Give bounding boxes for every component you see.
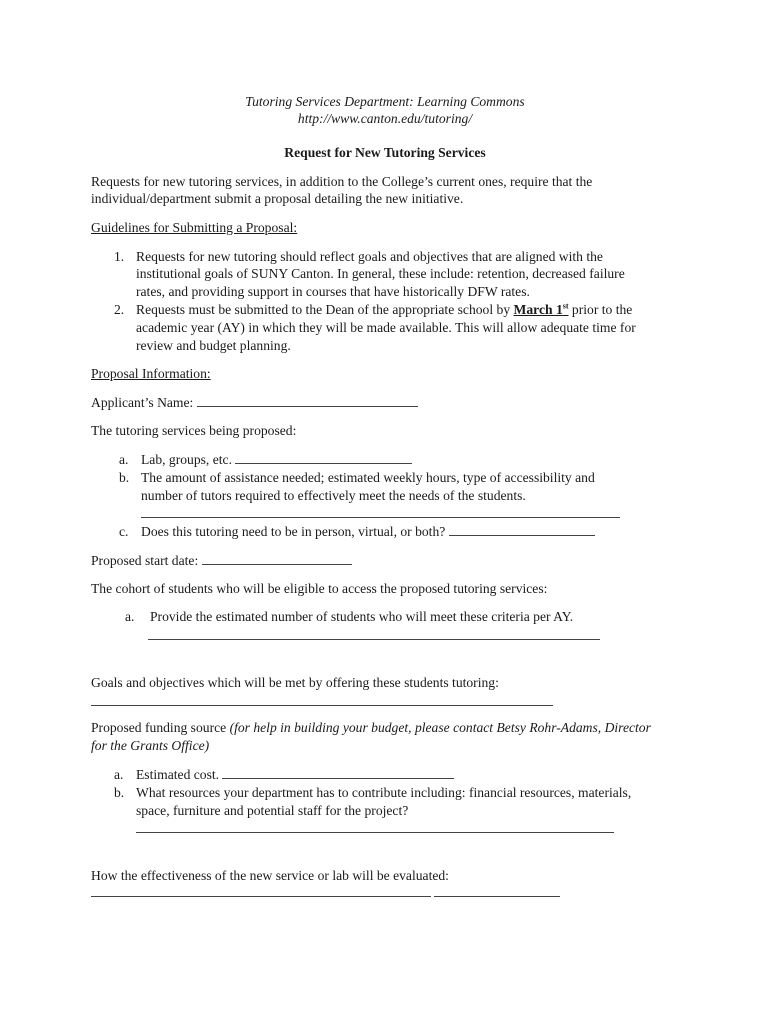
funding-line-1: [91, 719, 651, 737]
proposal-heading: Proposal Information:: [91, 366, 211, 381]
start-date-row: [91, 552, 352, 570]
deadline-date: [514, 302, 569, 317]
applicant-name-label: Applicant’s Name:: [91, 395, 194, 410]
funding-marker-b: b.: [114, 785, 125, 800]
guideline-marker-2: 2.: [114, 302, 125, 317]
guideline-2-text-pre: Requests must be submitted to the Dean of the appropriate school by: [136, 302, 514, 317]
services-item-a-text: Lab, groups, etc.: [141, 452, 232, 467]
guideline-1-line-1: Requests for new tutoring should reflect goals and objectives that are aligned with the: [136, 249, 603, 264]
deadline-suffix: st: [562, 301, 569, 311]
funding-note-2: for the Grants Office): [91, 738, 210, 753]
intro-line-1: Requests for new tutoring services, in addition to the College’s current ones, require that the: [91, 174, 593, 189]
guideline-2-line-2: academic year (AY) in which they will be made available. This will allow adequate time for: [136, 320, 636, 335]
cohort-label: The cohort of students who will be eligible to access the proposed tutoring services:: [91, 581, 548, 596]
goals-field[interactable]: [91, 705, 553, 706]
services-item-c: [141, 523, 595, 541]
cohort-item-a-field[interactable]: [148, 639, 600, 640]
funding-item-a: [136, 766, 454, 784]
funding-note-1: (for help in building your budget, please contact Betsy Rohr-Adams, Director: [229, 720, 651, 735]
services-marker-c: c.: [119, 524, 129, 539]
services-item-c-text: Does this tutoring need to be in person, virtual, or both?: [141, 524, 446, 539]
services-item-c-field[interactable]: [449, 523, 595, 536]
deadline-day: March 1: [513, 302, 563, 317]
evaluation-label: How the effectiveness of the new service or lab will be evaluated:: [91, 868, 449, 883]
services-label: The tutoring services being proposed:: [91, 423, 297, 438]
funding-marker-a: a.: [114, 767, 124, 782]
guideline-1-line-3: rates, and providing support in courses that have historically DFW rates.: [136, 284, 530, 299]
document-title: Request for New Tutoring Services: [284, 145, 486, 160]
guideline-2-text-post: prior to the: [568, 302, 633, 317]
services-item-a-field[interactable]: [235, 451, 412, 464]
funding-item-b-line-2: space, furniture and potential staff for the project?: [136, 803, 409, 818]
cohort-item-a: Provide the estimated number of students who will meet these criteria per AY.: [150, 609, 574, 624]
goals-label: Goals and objectives which will be met by offering these students tutoring:: [91, 675, 499, 690]
funding-item-b-line-1: What resources your department has to contribute including: financial resources, materials,: [136, 785, 632, 800]
estimated-cost-field[interactable]: [222, 766, 454, 779]
start-date-field[interactable]: [202, 552, 352, 565]
applicant-name-field[interactable]: [197, 394, 418, 407]
cohort-marker-a: a.: [125, 609, 135, 624]
intro-line-2: individual/department submit a proposal detailing the new initiative.: [91, 191, 464, 206]
evaluation-field-1[interactable]: [91, 896, 431, 897]
funding-item-a-text: Estimated cost.: [136, 767, 220, 782]
services-item-b-line-2: number of tutors required to effectively meet the needs of the students.: [141, 488, 526, 503]
guideline-2-line-1: [136, 301, 632, 319]
services-marker-a: a.: [119, 452, 129, 467]
department-header: Tutoring Services Department: Learning Commons: [245, 94, 525, 109]
guideline-marker-1: 1.: [114, 249, 125, 264]
resources-field[interactable]: [136, 832, 614, 833]
services-marker-b: b.: [119, 470, 130, 485]
department-url: http://www.canton.edu/tutoring/: [297, 111, 473, 126]
start-date-label: Proposed start date:: [91, 553, 199, 568]
funding-label: Proposed funding source: [91, 720, 230, 735]
guidelines-heading: Guidelines for Submitting a Proposal:: [91, 220, 298, 235]
evaluation-field-2[interactable]: [434, 896, 560, 897]
applicant-name-row: [91, 394, 418, 412]
guideline-2-line-3: review and budget planning.: [136, 338, 291, 353]
services-item-b-line-1: The amount of assistance needed; estimated weekly hours, type of accessibility and: [141, 470, 595, 485]
services-item-b-field[interactable]: [141, 517, 620, 518]
guideline-1-line-2: institutional goals of SUNY Canton. In general, these include: retention, decreased failure: [136, 266, 625, 281]
services-item-a: [141, 451, 412, 469]
